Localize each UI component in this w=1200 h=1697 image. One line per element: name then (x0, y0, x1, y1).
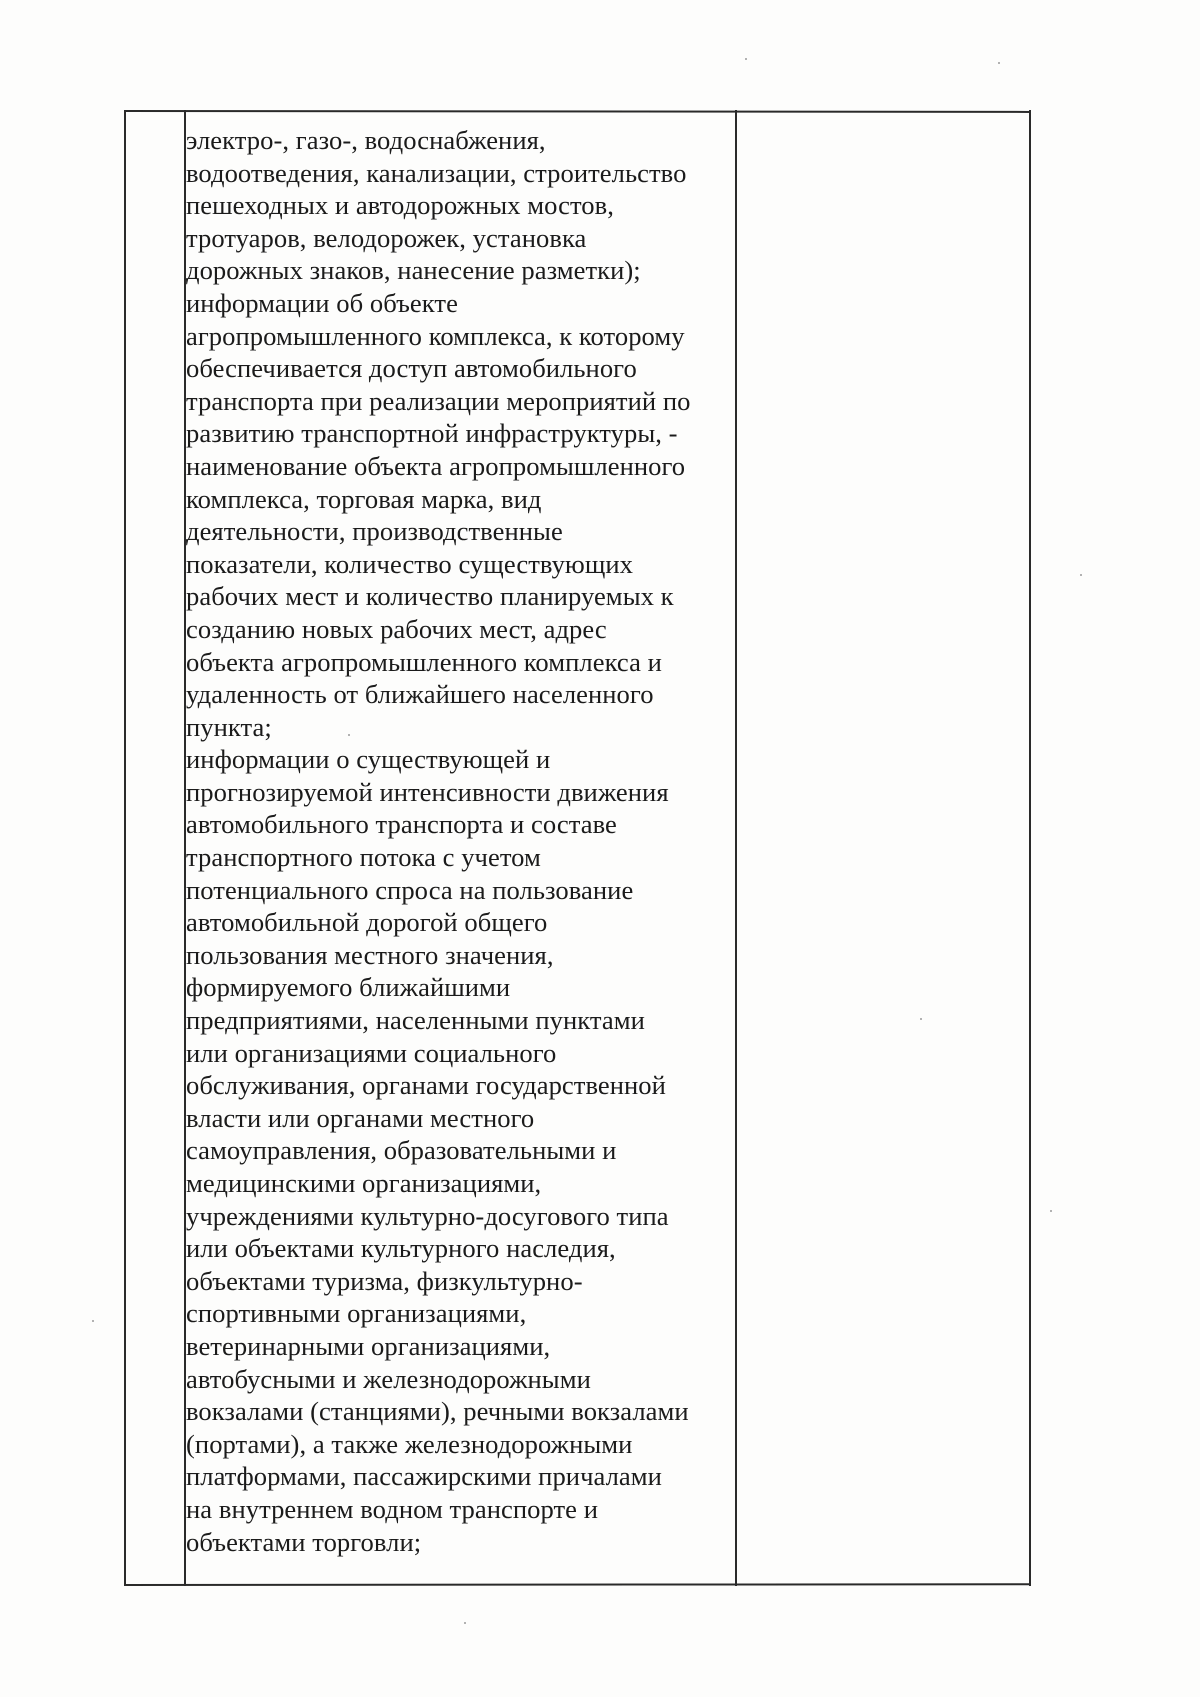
text-line: транспорта при реализации мероприятий по (186, 385, 691, 416)
text-line: платформами, пассажирскими причалами (186, 1461, 662, 1492)
text-line: предприятиями, населенными пунктами (186, 1005, 645, 1036)
text-line: спортивными организациями, (186, 1298, 527, 1329)
text-line: развитию транспортной инфраструктуры, - (186, 418, 678, 449)
text-line: или организациями социального (186, 1037, 557, 1068)
text-line: автобусными и железнодорожными (186, 1363, 591, 1394)
text-line: объектами туризма, физкультурно- (186, 1265, 583, 1296)
table-left-border (124, 110, 126, 1586)
text-line: ветеринарными организациями, (186, 1330, 551, 1361)
text-line: автомобильного транспорта и составе (186, 809, 617, 840)
text-line: потенциального спроса на пользование (186, 874, 634, 905)
text-line: учреждениями культурно-досугового типа (186, 1200, 669, 1231)
text-line: обеспечивается доступ автомобильного (186, 353, 637, 384)
text-line: информации о существующей и (186, 744, 551, 775)
text-line: показатели, количество существующих (186, 548, 633, 579)
text-line: транспортного потока с учетом (186, 842, 541, 873)
text-line: пешеходных и автодорожных мостов, (186, 190, 614, 221)
text-line: рабочих мест и количество планируемых к (186, 581, 674, 612)
scan-speck (348, 734, 350, 736)
text-line: агропромышленного комплекса, к которому (186, 320, 685, 351)
table-text-cell (186, 124, 746, 1558)
text-line: дорожных знаков, нанесение разметки); (186, 255, 641, 286)
scan-speck (745, 58, 747, 60)
text-line: информации об объекте (186, 287, 458, 318)
text-line: (портами), а также железнодорожными (186, 1428, 633, 1459)
text-line: созданию новых рабочих мест, адрес (186, 613, 607, 644)
scan-speck (920, 1018, 922, 1020)
text-line: электро-, газо-, водоснабжения, (186, 125, 546, 155)
scan-speck (464, 1622, 466, 1624)
text-line: вокзалами (станциями), речными вокзалами (186, 1396, 689, 1427)
text-line: деятельности, производственные (186, 516, 563, 547)
text-line: автомобильной дорогой общего (186, 907, 548, 938)
text-line: водоотведения, канализации, строительство (186, 157, 687, 188)
text-line: наименование объекта агропромышленного (186, 450, 686, 481)
scan-speck (1080, 574, 1082, 576)
text-line: объектами торговли; (186, 1526, 422, 1557)
scan-speck (1050, 1210, 1052, 1212)
text-line: медицинскими организациями, (186, 1168, 542, 1198)
text-line: на внутреннем водном транспорте и (186, 1493, 599, 1524)
text-line: власти или органами местного (186, 1102, 535, 1133)
text-line: или объектами культурного наследия, (186, 1233, 616, 1264)
scan-speck (998, 62, 1000, 64)
text-line: прогнозируемой интенсивности движения (186, 776, 669, 807)
table-top-border (124, 110, 1031, 113)
text-line: объекта агропромышленного комплекса и (186, 646, 662, 677)
table-bottom-border (124, 1583, 1031, 1586)
text-line: обслуживания, органами государственной (186, 1070, 666, 1101)
table-right-border (1029, 110, 1031, 1586)
text-line: самоуправления, образовательными и (186, 1135, 617, 1166)
text-line: формируемого ближайшими (186, 972, 511, 1003)
scan-speck (92, 1320, 94, 1322)
text-line: пользования местного значения, (186, 939, 554, 970)
text-line: комплекса, торговая марка, вид (186, 483, 542, 514)
text-line: удаленность от ближайшего населенного (186, 679, 654, 710)
text-line: тротуаров, велодорожек, установка (186, 222, 587, 253)
text-line: пункта; (186, 711, 272, 742)
